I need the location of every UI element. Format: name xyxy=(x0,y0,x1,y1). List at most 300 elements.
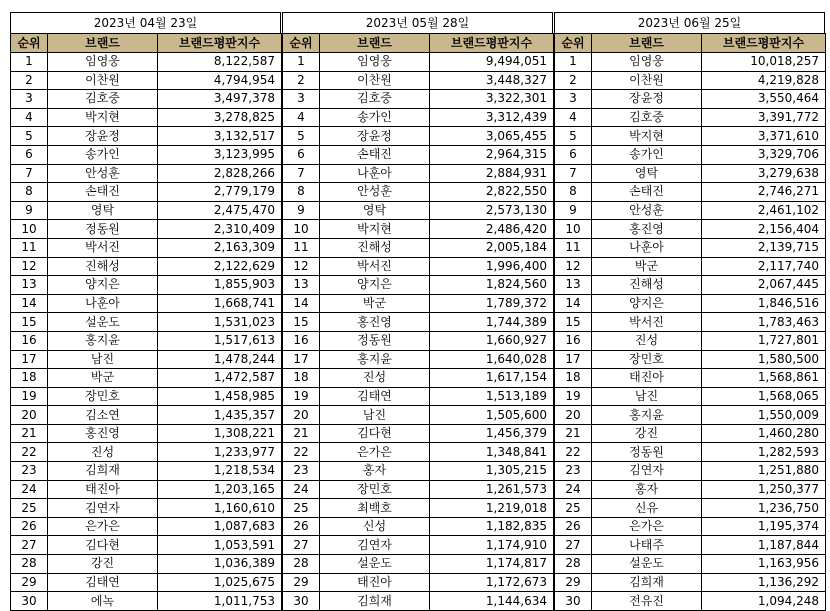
score-cell: 2,163,309 xyxy=(158,238,282,257)
table-row xyxy=(283,53,554,72)
rank-cell: 15 xyxy=(283,313,320,332)
rank-cell: 19 xyxy=(11,387,48,406)
table-row xyxy=(283,108,554,127)
score-cell: 1,568,065 xyxy=(702,387,826,406)
brand-cell: 은가은 xyxy=(320,443,430,462)
table-row xyxy=(555,499,826,518)
table-row xyxy=(555,90,826,109)
brand-cell: 태진아 xyxy=(592,369,702,388)
brand-cell: 김다현 xyxy=(320,424,430,443)
score-cell: 2,461,102 xyxy=(702,201,826,220)
rank-cell: 30 xyxy=(11,592,48,611)
rank-cell: 26 xyxy=(555,517,592,536)
score-cell: 3,448,327 xyxy=(430,71,554,90)
brand-cell: 양지은 xyxy=(320,276,430,295)
rank-cell: 15 xyxy=(11,313,48,332)
rank-cell: 4 xyxy=(11,108,48,127)
score-cell: 1,580,500 xyxy=(702,350,826,369)
score-cell: 1,187,844 xyxy=(702,536,826,555)
rank-cell: 22 xyxy=(555,443,592,462)
score-cell: 2,475,470 xyxy=(158,201,282,220)
table-row xyxy=(283,350,554,369)
rank-cell: 8 xyxy=(555,183,592,202)
score-cell: 3,550,464 xyxy=(702,90,826,109)
score-cell: 1,660,927 xyxy=(430,331,554,350)
table-row xyxy=(11,350,282,369)
brand-cell: 김다현 xyxy=(48,536,158,555)
rank-cell: 2 xyxy=(11,71,48,90)
brand-cell: 은가은 xyxy=(48,517,158,536)
rank-cell: 18 xyxy=(11,369,48,388)
brand-cell: 홍진영 xyxy=(48,424,158,443)
rank-cell: 1 xyxy=(283,53,320,72)
score-cell: 1,458,985 xyxy=(158,387,282,406)
brand-header: 브랜드 xyxy=(320,34,430,53)
table-row xyxy=(11,220,282,239)
table-row xyxy=(555,201,826,220)
table-row xyxy=(283,238,554,257)
rank-cell: 6 xyxy=(11,145,48,164)
table-row xyxy=(11,499,282,518)
table-row xyxy=(11,462,282,481)
score-cell: 1,053,591 xyxy=(158,536,282,555)
rank-cell: 6 xyxy=(555,145,592,164)
rank-cell: 29 xyxy=(11,573,48,592)
score-cell: 2,486,420 xyxy=(430,220,554,239)
rank-cell: 27 xyxy=(283,536,320,555)
table-row xyxy=(555,145,826,164)
table-row xyxy=(11,331,282,350)
brand-cell: 전유진 xyxy=(592,592,702,611)
score-cell: 1,094,248 xyxy=(702,592,826,611)
table-row xyxy=(555,350,826,369)
score-cell: 3,371,610 xyxy=(702,127,826,146)
rank-cell: 11 xyxy=(283,238,320,257)
rank-cell: 14 xyxy=(11,294,48,313)
rank-cell: 16 xyxy=(283,331,320,350)
rank-header: 순위 xyxy=(555,34,592,53)
score-cell: 2,779,179 xyxy=(158,183,282,202)
table-row xyxy=(283,499,554,518)
brand-cell: 장민호 xyxy=(48,387,158,406)
brand-cell: 박서진 xyxy=(320,257,430,276)
score-cell: 1,174,910 xyxy=(430,536,554,555)
table-row xyxy=(555,517,826,536)
brand-cell: 설운도 xyxy=(48,313,158,332)
header-row xyxy=(11,34,282,53)
table-row xyxy=(555,276,826,295)
score-cell: 3,279,638 xyxy=(702,164,826,183)
score-cell: 1,460,280 xyxy=(702,424,826,443)
rank-cell: 4 xyxy=(555,108,592,127)
rank-cell: 29 xyxy=(555,573,592,592)
rank-cell: 21 xyxy=(283,424,320,443)
table-row xyxy=(555,313,826,332)
score-cell: 2,005,184 xyxy=(430,238,554,257)
table-row xyxy=(555,406,826,425)
score-cell: 1,617,154 xyxy=(430,369,554,388)
table-row xyxy=(11,313,282,332)
score-cell: 2,310,409 xyxy=(158,220,282,239)
score-cell: 1,668,741 xyxy=(158,294,282,313)
brand-cell: 정동원 xyxy=(48,220,158,239)
rank-cell: 7 xyxy=(11,164,48,183)
rank-cell: 18 xyxy=(555,369,592,388)
brand-cell: 홍진영 xyxy=(320,313,430,332)
rank-cell: 22 xyxy=(11,443,48,462)
brand-cell: 신성 xyxy=(320,517,430,536)
brand-cell: 송가인 xyxy=(48,145,158,164)
table-row xyxy=(555,257,826,276)
table-row xyxy=(11,201,282,220)
brand-cell: 영탁 xyxy=(592,164,702,183)
score-cell: 1,087,683 xyxy=(158,517,282,536)
brand-cell: 이찬원 xyxy=(320,71,430,90)
brand-cell: 송가인 xyxy=(320,108,430,127)
table-row xyxy=(11,145,282,164)
brand-cell: 나훈아 xyxy=(320,164,430,183)
table-row xyxy=(11,592,282,611)
score-cell: 1,218,534 xyxy=(158,462,282,481)
rank-cell: 17 xyxy=(555,350,592,369)
rank-cell: 15 xyxy=(555,313,592,332)
score-cell: 1,203,165 xyxy=(158,480,282,499)
ranking-tables xyxy=(10,12,824,611)
brand-cell: 김호중 xyxy=(48,90,158,109)
table-row xyxy=(555,462,826,481)
table-row xyxy=(11,108,282,127)
brand-cell: 박지현 xyxy=(320,220,430,239)
score-cell: 1,789,372 xyxy=(430,294,554,313)
table-row xyxy=(555,220,826,239)
brand-cell: 홍진영 xyxy=(592,220,702,239)
rank-cell: 26 xyxy=(283,517,320,536)
table-row xyxy=(555,127,826,146)
score-cell: 1,036,389 xyxy=(158,555,282,574)
table-row xyxy=(555,71,826,90)
table-row xyxy=(11,369,282,388)
score-cell: 3,329,706 xyxy=(702,145,826,164)
score-cell: 8,122,587 xyxy=(158,53,282,72)
table-row xyxy=(555,592,826,611)
table-row xyxy=(11,257,282,276)
score-cell: 2,884,931 xyxy=(430,164,554,183)
brand-cell: 이찬원 xyxy=(48,71,158,90)
ranking-table xyxy=(10,33,282,611)
brand-cell: 진해성 xyxy=(320,238,430,257)
rank-cell: 4 xyxy=(283,108,320,127)
score-cell: 1,144,634 xyxy=(430,592,554,611)
rank-cell: 13 xyxy=(283,276,320,295)
brand-cell: 나훈아 xyxy=(592,238,702,257)
brand-cell: 설운도 xyxy=(320,555,430,574)
brand-cell: 에녹 xyxy=(48,592,158,611)
brand-cell: 박군 xyxy=(48,369,158,388)
score-cell: 1,348,841 xyxy=(430,443,554,462)
table-row xyxy=(283,387,554,406)
rank-cell: 5 xyxy=(283,127,320,146)
header-row xyxy=(283,34,554,53)
table-row xyxy=(283,90,554,109)
table-row xyxy=(11,71,282,90)
rank-cell: 18 xyxy=(283,369,320,388)
table-row xyxy=(283,443,554,462)
score-cell: 1,025,675 xyxy=(158,573,282,592)
rank-cell: 30 xyxy=(283,592,320,611)
brand-cell: 안성훈 xyxy=(48,164,158,183)
table-row xyxy=(555,164,826,183)
rank-cell: 12 xyxy=(283,257,320,276)
rank-cell: 1 xyxy=(11,53,48,72)
brand-cell: 진해성 xyxy=(48,257,158,276)
rank-header: 순위 xyxy=(283,34,320,53)
ranking-blocks xyxy=(10,12,824,611)
table-row xyxy=(555,480,826,499)
rank-cell: 25 xyxy=(11,499,48,518)
brand-cell: 나태주 xyxy=(592,536,702,555)
table-row xyxy=(11,406,282,425)
brand-cell: 장민호 xyxy=(592,350,702,369)
score-cell: 3,312,439 xyxy=(430,108,554,127)
rank-cell: 24 xyxy=(11,480,48,499)
brand-cell: 설운도 xyxy=(592,555,702,574)
brand-cell: 손태진 xyxy=(592,183,702,202)
brand-cell: 최백호 xyxy=(320,499,430,518)
brand-cell: 박지현 xyxy=(48,108,158,127)
table-row xyxy=(555,183,826,202)
rank-cell: 22 xyxy=(283,443,320,462)
table-row xyxy=(283,369,554,388)
brand-cell: 김연자 xyxy=(592,462,702,481)
rank-cell: 25 xyxy=(555,499,592,518)
brand-cell: 김연자 xyxy=(48,499,158,518)
rank-cell: 20 xyxy=(555,406,592,425)
rank-cell: 14 xyxy=(555,294,592,313)
table-row xyxy=(11,276,282,295)
table-row xyxy=(283,220,554,239)
rank-cell: 19 xyxy=(555,387,592,406)
rank-cell: 5 xyxy=(555,127,592,146)
rank-cell: 28 xyxy=(555,555,592,574)
rank-cell: 29 xyxy=(283,573,320,592)
table-row xyxy=(11,555,282,574)
score-cell: 10,018,257 xyxy=(702,53,826,72)
score-cell: 1,136,292 xyxy=(702,573,826,592)
rank-cell: 13 xyxy=(11,276,48,295)
table-row xyxy=(11,90,282,109)
score-cell: 2,573,130 xyxy=(430,201,554,220)
brand-cell: 임영웅 xyxy=(320,53,430,72)
table-row xyxy=(555,573,826,592)
score-cell: 3,065,455 xyxy=(430,127,554,146)
brand-cell: 안성훈 xyxy=(320,183,430,202)
brand-cell: 정동원 xyxy=(320,331,430,350)
table-row xyxy=(283,536,554,555)
brand-cell: 손태진 xyxy=(320,145,430,164)
brand-cell: 홍지윤 xyxy=(592,406,702,425)
brand-cell: 임영웅 xyxy=(592,53,702,72)
score-cell: 2,746,271 xyxy=(702,183,826,202)
rank-cell: 3 xyxy=(283,90,320,109)
table-row xyxy=(283,127,554,146)
brand-cell: 손태진 xyxy=(48,183,158,202)
table-row xyxy=(555,53,826,72)
rank-cell: 7 xyxy=(283,164,320,183)
rank-cell: 25 xyxy=(283,499,320,518)
score-cell: 4,219,828 xyxy=(702,71,826,90)
score-cell: 9,494,051 xyxy=(430,53,554,72)
brand-cell: 진성 xyxy=(48,443,158,462)
rank-cell: 8 xyxy=(283,183,320,202)
rank-cell: 28 xyxy=(11,555,48,574)
brand-cell: 남진 xyxy=(48,350,158,369)
score-cell: 1,846,516 xyxy=(702,294,826,313)
score-cell: 3,123,995 xyxy=(158,145,282,164)
brand-cell: 김희재 xyxy=(48,462,158,481)
score-cell: 1,478,244 xyxy=(158,350,282,369)
ranking-block xyxy=(282,12,553,611)
rank-cell: 8 xyxy=(11,183,48,202)
score-cell: 1,505,600 xyxy=(430,406,554,425)
table-row xyxy=(283,406,554,425)
table-row xyxy=(283,71,554,90)
brand-cell: 강진 xyxy=(592,424,702,443)
brand-cell: 진성 xyxy=(592,331,702,350)
date-title: 2023년 05월 28일 xyxy=(282,12,553,33)
score-cell: 1,251,880 xyxy=(702,462,826,481)
rank-cell: 21 xyxy=(11,424,48,443)
table-row xyxy=(11,517,282,536)
brand-cell: 김희재 xyxy=(320,592,430,611)
brand-cell: 김연자 xyxy=(320,536,430,555)
table-row xyxy=(555,108,826,127)
brand-cell: 진성 xyxy=(320,369,430,388)
table-row xyxy=(11,53,282,72)
rank-cell: 9 xyxy=(11,201,48,220)
table-row xyxy=(555,536,826,555)
table-row xyxy=(11,480,282,499)
table-row xyxy=(11,387,282,406)
score-cell: 1,744,389 xyxy=(430,313,554,332)
brand-cell: 남진 xyxy=(592,387,702,406)
score-cell: 1,236,750 xyxy=(702,499,826,518)
rank-cell: 17 xyxy=(11,350,48,369)
table-row xyxy=(283,573,554,592)
rank-cell: 2 xyxy=(555,71,592,90)
brand-header: 브랜드 xyxy=(592,34,702,53)
score-cell: 2,828,266 xyxy=(158,164,282,183)
rank-cell: 13 xyxy=(555,276,592,295)
brand-cell: 나훈아 xyxy=(48,294,158,313)
table-row xyxy=(11,164,282,183)
score-cell: 1,517,613 xyxy=(158,331,282,350)
table-row xyxy=(555,331,826,350)
table-row xyxy=(283,592,554,611)
rank-cell: 23 xyxy=(11,462,48,481)
score-cell: 1,305,215 xyxy=(430,462,554,481)
rank-cell: 24 xyxy=(283,480,320,499)
date-title: 2023년 06월 25일 xyxy=(554,12,825,33)
brand-cell: 임영웅 xyxy=(48,53,158,72)
brand-cell: 남진 xyxy=(320,406,430,425)
brand-cell: 김호중 xyxy=(592,108,702,127)
table-row xyxy=(283,480,554,499)
brand-header: 브랜드 xyxy=(48,34,158,53)
rank-cell: 11 xyxy=(555,238,592,257)
score-header: 브랜드평판지수 xyxy=(158,34,282,53)
rank-cell: 10 xyxy=(283,220,320,239)
table-row xyxy=(555,443,826,462)
brand-cell: 김태연 xyxy=(320,387,430,406)
score-header: 브랜드평판지수 xyxy=(430,34,554,53)
score-cell: 1,996,400 xyxy=(430,257,554,276)
brand-cell: 박서진 xyxy=(48,238,158,257)
brand-cell: 박군 xyxy=(592,257,702,276)
brand-cell: 홍자 xyxy=(320,462,430,481)
table-row xyxy=(555,387,826,406)
rank-cell: 16 xyxy=(11,331,48,350)
table-row xyxy=(555,238,826,257)
score-cell: 1,472,587 xyxy=(158,369,282,388)
rank-cell: 27 xyxy=(11,536,48,555)
rank-cell: 30 xyxy=(555,592,592,611)
score-cell: 1,163,956 xyxy=(702,555,826,574)
brand-cell: 은가은 xyxy=(592,517,702,536)
brand-cell: 홍지윤 xyxy=(320,350,430,369)
score-cell: 3,391,772 xyxy=(702,108,826,127)
score-cell: 1,182,835 xyxy=(430,517,554,536)
table-row xyxy=(283,294,554,313)
table-row xyxy=(11,573,282,592)
score-cell: 1,727,801 xyxy=(702,331,826,350)
score-cell: 1,233,977 xyxy=(158,443,282,462)
score-cell: 1,219,018 xyxy=(430,499,554,518)
table-row xyxy=(11,238,282,257)
score-cell: 1,195,374 xyxy=(702,517,826,536)
ranking-block xyxy=(10,12,281,611)
brand-cell: 박서진 xyxy=(592,313,702,332)
score-cell: 1,308,221 xyxy=(158,424,282,443)
ranking-table xyxy=(282,33,554,611)
score-cell: 1,011,753 xyxy=(158,592,282,611)
score-cell: 1,640,028 xyxy=(430,350,554,369)
score-cell: 1,160,610 xyxy=(158,499,282,518)
brand-cell: 양지은 xyxy=(592,294,702,313)
score-cell: 1,261,573 xyxy=(430,480,554,499)
brand-cell: 영탁 xyxy=(320,201,430,220)
table-row xyxy=(283,276,554,295)
brand-cell: 정동원 xyxy=(592,443,702,462)
header-row xyxy=(555,34,826,53)
score-cell: 1,568,861 xyxy=(702,369,826,388)
score-cell: 2,822,550 xyxy=(430,183,554,202)
ranking-table xyxy=(554,33,826,611)
brand-cell: 태진아 xyxy=(320,573,430,592)
brand-cell: 장윤정 xyxy=(48,127,158,146)
rank-cell: 12 xyxy=(555,257,592,276)
rank-cell: 3 xyxy=(11,90,48,109)
score-cell: 3,322,301 xyxy=(430,90,554,109)
brand-cell: 김호중 xyxy=(320,90,430,109)
brand-cell: 박군 xyxy=(320,294,430,313)
score-cell: 2,964,315 xyxy=(430,145,554,164)
score-cell: 1,783,463 xyxy=(702,313,826,332)
brand-cell: 이찬원 xyxy=(592,71,702,90)
brand-cell: 박지현 xyxy=(592,127,702,146)
table-row xyxy=(283,257,554,276)
score-cell: 1,513,189 xyxy=(430,387,554,406)
table-row xyxy=(283,164,554,183)
